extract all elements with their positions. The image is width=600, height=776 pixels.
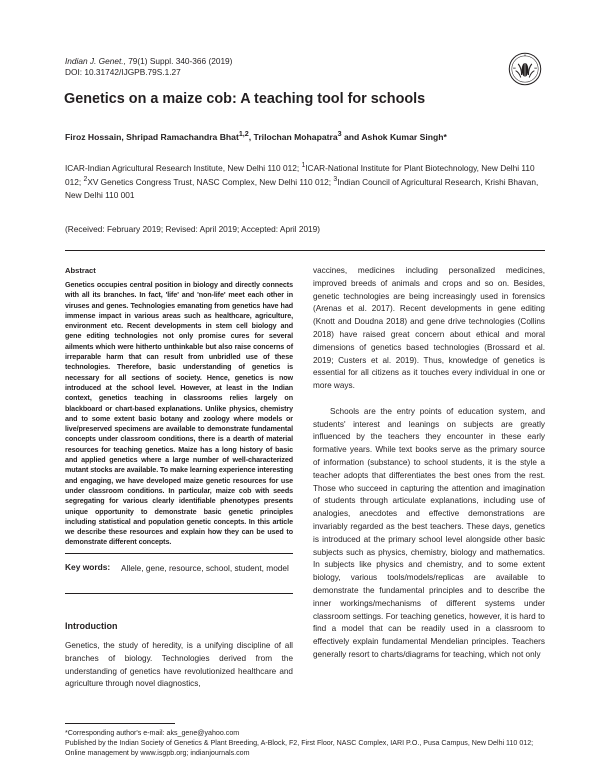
abstract-heading: Abstract (65, 266, 96, 275)
body-paragraph-1: vaccines, medicines including personalized medicines, improved breeds of animals and crops and so on. Besides, genetic technologies are being increasingly used in forensics (Arenas et al. 2017). Recent developments in gene editing (Knott and Doudna 2018) and gene drive technologies (Collins 2018) have raised great concern about ethical and moral dimensions of genetics based technologies (Brossard et al. 2019; Custers et al. 2019). Thus, knowledge of genetics is essential for all citizens as it touches every individual in one or more ways. (313, 266, 545, 391)
abstract-text: Genetics occupies central position in biology and directly connects with all its branches. In fact, 'life' and 'non-life' meet each other in viruses and genes. Technologies emanating from genetics have had immense impact in various areas such as healthcare, agriculture, environment etc. Recent developments in stem cell biology and gene editing technologies not only promise cures for several ailments which were hitherto unthinkable but also raise concerns of irreparable harm that can result from unbridled use of these technologies. Therefore, basic understanding of genetics is necessary for all sections of society. Hence, genetics is now introduced at the school level. However, at least in the Indian context, genetics teaching in classrooms relies largely on blackboard or chart-based explanations. Unlike physics, chemistry and to some extent basic botany and zoology where models or live/preserved specimens are available to demonstrate fundamental concepts under classroom conditions, there is a dearth of material resources for teaching genetics. Maize has a long history of basic and applied genetics where a large number of well-characterized mutant stocks are available. To make learning experience interesting and engaging, we have developed maize genetic resources for use under classroom conditions. In particular, maize cob with seeds segregating for various clearly identifiable phenotypes presents unique opportunity to demonstrate basic genetic principles including statistical and population genetic concepts. In this article we describe these resources and explain how they can be used to demonstrate different concepts. (65, 281, 293, 547)
paper-title: Genetics on a maize cob: A teaching tool for schools (64, 91, 426, 107)
corresponding-author: *Corresponding author's e-mail: aks_gene@yahoo.com (65, 729, 240, 737)
doi-link[interactable]: DOI: 10.31742/IJGPB.79S.1.27 (65, 67, 181, 77)
introduction-text: Genetics, the study of heredity, is a unifying discipline of all branches of biology. Technologies derived from the understanding of genetics have revolutionized healthcare and agriculture through novel diagnostics, (65, 641, 293, 689)
footnote (65, 728, 545, 759)
body-paragraph-2: Schools are the entry points of education system, and students' interest and leanings on subjects are greatly influenced by the teachers they encounter in these early formative years. While text books serve as the primary source of information (substance) to school students, it is the style a teacher adopts that differentiates the best ones from the rest. Those who succeed in capturing the attention and imagination of students through articulate explanations, including use of analogies, anecdotes and effective demonstrations are invariably regarded as the best teachers. These days, genetics is introduced at the primary school level alongside other basic subjects such as physics, chemistry, biology and mathematics. In subjects like physics and chemistry, and to some extent biology, various tools/models/replicas are available to demonstrate the fundamental principles and to describe the inner workings/mechanisms of different systems under classroom settings. For teaching genetics, however, it is hard to find a model that can be readily used in a classroom to effectively explain fundamental Mendelian principles. Teachers generally resort to charts/diagrams for teaching, which not only (313, 406, 545, 659)
footnote-divider (65, 723, 175, 724)
author-list: Firoz Hossain, Shripad Ramachandra Bhat$^{1,2}$, Trilochan Mohapatra$^3$ and Ashok Kumar Singh* (65, 130, 447, 142)
publisher-note: Published by the Indian Society of Genetics & Plant Breeding, A-Block, F2, First Floor, NASC Complex, IARI P.O., Pusa Campus, New Delhi 110 012; Online management by www.isgpb.org; indianjournals.com (65, 739, 534, 758)
affiliations: ICAR-Indian Agricultural Research Institute, New Delhi 110 012; $^1$ICAR-National Institute for Plant Biotechnology, New Delhi 110 012; $^2$XV Genetics Congress Trust, NASC Complex, New Delhi 110 012; $^3$Indian Council of Agricultural Research, Krishi Bhavan, New Delhi 110 001 (65, 162, 539, 200)
header-divider (65, 250, 545, 251)
journal-volume-pages: 79(1) Suppl. 340-366 (2019) (125, 56, 233, 66)
abstract-divider-top (65, 553, 293, 554)
body-column-right (313, 265, 545, 662)
society-emblem-icon (508, 52, 542, 86)
journal-name: Indian J. Genet., (65, 56, 126, 66)
journal-header (65, 56, 232, 78)
received-dates: (Received: February 2019; Revised: April 2019; Accepted: April 2019) (65, 224, 321, 234)
keywords-text: Allele, gene, resource, school, student, model (121, 563, 289, 573)
keywords-label: Key words: (65, 562, 111, 572)
journal-citation (65, 56, 232, 67)
introduction-heading: Introduction (65, 621, 118, 631)
abstract-divider-bottom (65, 593, 293, 594)
